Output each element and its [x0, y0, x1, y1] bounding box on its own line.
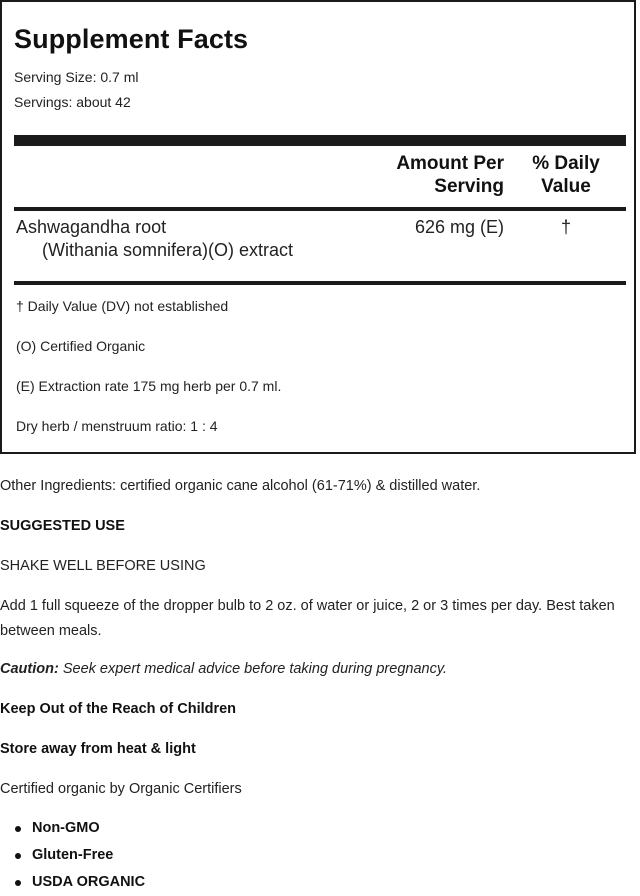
- badge-gluten-free: Gluten-Free: [32, 847, 114, 863]
- footnote-certified-organic: (O) Certified Organic: [16, 338, 146, 354]
- list-item: [0, 869, 145, 896]
- header-divider: [14, 207, 626, 211]
- dv-header-line-1: % Daily: [532, 153, 600, 174]
- daily-value-header: [522, 152, 610, 198]
- amount-header-line-2: Serving: [434, 176, 504, 197]
- amount-per-serving-header: [372, 152, 504, 198]
- badge-list: [0, 815, 145, 896]
- badge-non-gmo: Non-GMO: [32, 820, 100, 836]
- shake-well-text: SHAKE WELL BEFORE USING: [0, 558, 206, 574]
- ingredient-botanical-name: (Withania somnifera)(O) extract: [42, 240, 294, 260]
- keep-out-of-reach: Keep Out of the Reach of Children: [0, 701, 237, 717]
- footnote-extraction-rate: (E) Extraction rate 175 mg herb per 0.7 ml.: [16, 378, 282, 394]
- footnote-daily-value: † Daily Value (DV) not established: [16, 298, 229, 314]
- caution-text: Seek expert medical advice before taking during pregnancy.: [62, 661, 448, 677]
- suggested-use-heading: SUGGESTED USE: [0, 518, 125, 534]
- servings-per-container: Servings: about 42: [14, 94, 131, 110]
- bullet-icon: [15, 853, 21, 859]
- list-item: [0, 815, 145, 842]
- badge-usda-organic: USDA ORGANIC: [32, 874, 146, 890]
- thick-divider: [14, 135, 626, 146]
- other-ingredients: Other Ingredients: certified organic cane alcohol (61-71%) & distilled water.: [0, 478, 481, 494]
- caution-line: [0, 657, 447, 682]
- footnote-herb-ratio: Dry herb / menstruum ratio: 1 : 4: [16, 418, 218, 434]
- certified-by: Certified organic by Organic Certifiers: [0, 781, 242, 797]
- bullet-icon: [15, 826, 21, 832]
- ingredient-daily-value: †: [560, 217, 571, 237]
- bullet-icon: [15, 880, 21, 886]
- list-item: [0, 842, 145, 869]
- ingredients-divider: [14, 281, 626, 285]
- caution-label: Caution:: [0, 661, 59, 677]
- directions-text: Add 1 full squeeze of the dropper bulb to 2 oz. of water or juice, 2 or 3 times per day. Best taken between meals.: [0, 598, 615, 639]
- dv-header-line-2: Value: [541, 176, 591, 197]
- amount-header-line-1: Amount Per: [396, 153, 504, 174]
- ingredient-name: Ashwagandha root: [16, 217, 167, 237]
- ingredient-amount: 626 mg (E): [414, 217, 504, 237]
- supplement-facts-title: Supplement Facts: [14, 24, 249, 54]
- serving-size: Serving Size: 0.7 ml: [14, 69, 139, 85]
- storage-instructions: Store away from heat & light: [0, 741, 196, 757]
